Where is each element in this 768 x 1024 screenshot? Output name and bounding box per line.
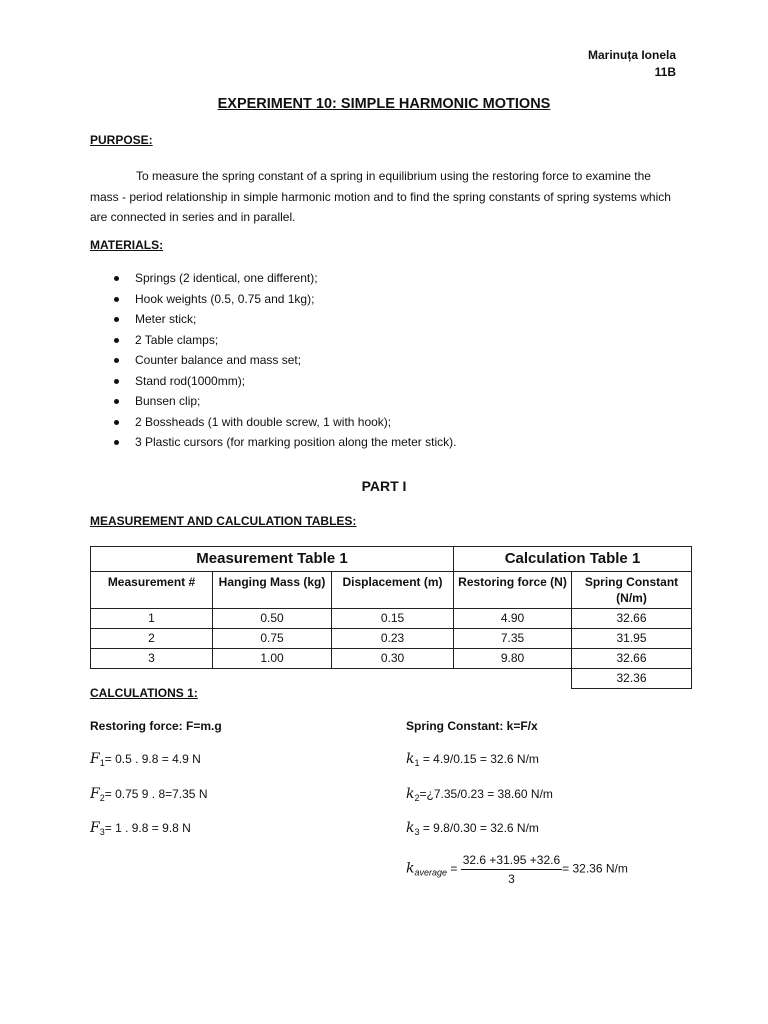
list-item: Counter balance and mass set;	[90, 350, 650, 371]
purpose-heading: PURPOSE:	[90, 133, 153, 147]
table-cell: 4.90	[454, 609, 572, 629]
list-item: 3 Plastic cursors (for marking position along the meter stick).	[90, 432, 650, 453]
table-cell: 7.35	[454, 629, 572, 649]
bullet-icon	[114, 420, 119, 425]
measurement-table-title: Measurement Table 1	[91, 547, 454, 572]
bullet-icon	[114, 358, 119, 363]
table-cell: 0.50	[213, 609, 332, 629]
bullet-icon	[114, 379, 119, 384]
table-cell: 0.23	[332, 629, 454, 649]
force-equation-3: $F_3= 1$ . 9.8 = 9.8 N	[90, 820, 191, 837]
force-equation-1: $F_1= 0.5$ . 9.8 = 4.9 N	[90, 751, 201, 768]
table-cell: 31.95	[572, 629, 692, 649]
spring-constant-formula: Spring Constant: k=F/x	[406, 719, 538, 733]
fraction-numerator: 32.6 +31.95 +32.6	[461, 853, 562, 870]
part-title: PART I	[361, 478, 407, 494]
page-title: EXPERIMENT 10: SIMPLE HARMONIC MOTIONS	[217, 96, 551, 112]
bullet-icon	[114, 399, 119, 404]
column-header: Spring Constant (N/m)	[572, 572, 692, 609]
column-header: Hanging Mass (kg)	[213, 572, 332, 609]
average-spring-constant: 32.36	[572, 669, 692, 689]
table-cell: 0.15	[332, 609, 454, 629]
list-item: 2 Bossheads (1 with double screw, 1 with hook);	[90, 412, 650, 433]
materials-heading: MATERIALS:	[90, 238, 164, 252]
column-header: Measurement #	[91, 572, 213, 609]
list-item: 2 Table clamps;	[90, 330, 650, 351]
constant-equation-1: $k_1 = 4.9/0.15 = 32.6$ N/m	[406, 751, 539, 768]
materials-list	[90, 268, 650, 453]
list-item: Meter stick;	[90, 309, 650, 330]
average-fraction	[461, 853, 562, 886]
force-equation-2: $F_2= 0.75$ 9 . 8=7.35 N	[90, 786, 208, 803]
bullet-icon	[114, 317, 119, 322]
purpose-text: To measure the spring constant of a spring in equilibrium using the restoring force to examine the mass - period relationship in simple harmonic motion and to find the spring constants of spring systems which are connected in series and in parallel.	[90, 169, 671, 224]
table-cell: 1	[91, 609, 213, 629]
bullet-icon	[114, 338, 119, 343]
column-header: Displacement (m)	[332, 572, 454, 609]
restoring-force-formula: Restoring force: F=m.g	[90, 719, 222, 733]
table-cell: 9.80	[454, 649, 572, 669]
calculations-heading: CALCULATIONS 1:	[90, 686, 198, 700]
calculation-table-title: Calculation Table 1	[454, 547, 692, 572]
column-header: Restoring force (N)	[454, 572, 572, 609]
constant-equation-2: $k_2=¿7.35/0.23 = 38.60$ N/m	[406, 786, 553, 803]
list-item: Hook weights (0.5, 0.75 and 1kg);	[90, 289, 650, 310]
measurement-calculation-table	[90, 546, 692, 689]
fraction-denominator: 3	[508, 872, 515, 886]
tables-heading: MEASUREMENT AND CALCULATION TABLES:	[90, 514, 357, 528]
table-row	[91, 649, 692, 669]
bullet-icon	[114, 440, 119, 445]
table-cell: 32.66	[572, 609, 692, 629]
list-item: Bunsen clip;	[90, 391, 650, 412]
purpose-paragraph	[90, 166, 680, 228]
table-cell: 32.66	[572, 649, 692, 669]
bullet-icon	[114, 276, 119, 281]
average-constant-equation: $k_{average}$ = $\frac{32.6 +31.95 +32.6}{3}$ = 32.36 N/m	[406, 853, 628, 886]
author-block	[588, 47, 676, 81]
table-cell: 0.30	[332, 649, 454, 669]
list-item: Springs (2 identical, one different);	[90, 268, 650, 289]
bullet-icon	[114, 297, 119, 302]
author-class: 11B	[654, 65, 676, 79]
constant-equation-3: $k_3 = 9.8/0.30 = 32.6$ N/m	[406, 820, 539, 837]
table-cell: 1.00	[213, 649, 332, 669]
table-cell: 3	[91, 649, 213, 669]
table-row	[91, 629, 692, 649]
list-item: Stand rod(1000mm);	[90, 371, 650, 392]
table-cell: 0.75	[213, 629, 332, 649]
table-cell: 2	[91, 629, 213, 649]
table-row	[91, 609, 692, 629]
author-name: Marinuța Ionela	[587, 48, 676, 62]
